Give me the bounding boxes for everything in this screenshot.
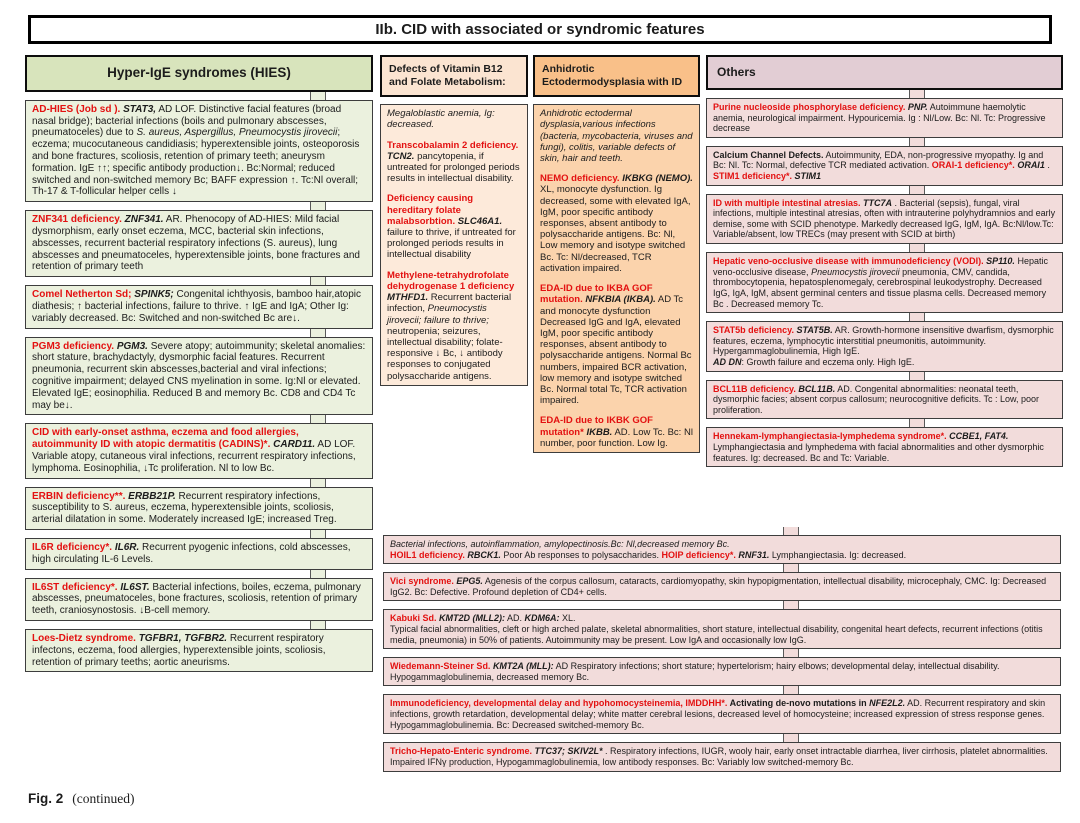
- column-eda-id: [533, 55, 700, 453]
- hoil1-hoip-deficiency: Bacterial infections, autoinflammation, amylopectinosis.Bc: Nl,decreased memory Bc. HOIL1 deficiency. RBCK1. Poor Ab responses to polysaccharides. HOIP deficiency*. RNF31. Lymphangiectasia. Ig: decreased.: [383, 535, 1061, 564]
- eda-header: [533, 55, 700, 97]
- vitamin-header-label: Defects of Vitamin B12 and Folate Metabolism:: [389, 63, 506, 89]
- stat5b-deficiency: STAT5b deficiency. STAT5B. AR. Growth-hormone insensitive dwarfism, dysmorphic features, eczema, lymphocytic interstitial pneumonitis, autoimmunity. Hypergammaglobulinemia, High IgE. AD DN: Growth failure and eczema only. High IgE.: [706, 321, 1063, 371]
- figure-caption: [28, 791, 135, 807]
- connector-tab: [783, 649, 799, 657]
- connector-tab: [310, 570, 326, 578]
- connector-tab: [310, 415, 326, 423]
- connector-tab: [310, 202, 326, 210]
- wide-boxes-region: [383, 527, 1061, 772]
- connector-tab: [310, 479, 326, 487]
- wiedemann-steiner-sd: Wiedemann-Steiner Sd. KMT2A (MLL): AD Respiratory infections; short stature; hypertelorism; hairy elbows; developmental delay, intellectual disability. Hypogammaglobulinemia, decreased memory Bc.: [383, 657, 1061, 686]
- figure-caption-label: Fig. 2: [28, 791, 64, 806]
- loes-dietz-syndrome: Loes-Dietz syndrome. TGFBR1, TGFBR2. Recurrent respiratory infectons, eczema, food allergies, hyperextensible joints, scoliosis, retention of primary teeths; aortic aneurisms.: [25, 629, 373, 672]
- connector-tab: [909, 90, 925, 98]
- kabuki-sd: Kabuki Sd. KMT2D (MLL2): AD. KDM6A: XL. Typical facial abnormalities, cleft or high arched palate, skeletal abnormalities, short stature, intellectual disability, congenital heart defects, recurrent infections (otitis media, pneumonia) in 50% of patients. Autoimmunity may be present. Low IgA and occasionally low IgG.: [383, 609, 1061, 649]
- bcl11b-deficiency: BCL11B deficiency. BCL11B. AD. Congenital abnormalities: neonatal teeth, dysmorphic facies; absent corpus callosum; neurocognitive deficits. Tc : Low, poor proliferation.: [706, 380, 1063, 420]
- vitamin-content: [380, 97, 528, 385]
- others-header: [706, 55, 1063, 90]
- connector-tab: [783, 686, 799, 694]
- il6st-deficiency: IL6ST deficiency*. IL6ST. Bacterial infections, boiles, eczema, pulmonary abscesses, pneumatoceles, bone fractures, scoliosis, retention of primary teeth, craniosynostosis. ↓B-cell memory.: [25, 578, 373, 621]
- eda-id-content: Anhidrotic ectodermal dysplasia,various infections (bacteria, mycobacteria, viruses and fungi), colitis, variable defects of skin, hair and teeth. NEMO deficiency. IKBKG (NEMO). XL, monocyte dysfunction. Ig decreased, some with elevated IgA, IgM, poor specific antibody responses, absent antibody to polysaccharide antigens. Bc: Nl, Low memory and isotype switched Bc. Tc: Nl/decreased, TCR activation impaired. EDA-ID due to IKBA GOF mutation. NFKBIA (IKBA). AD Tc and monocyte dysfunction Decreased IgG and IgA, elevated IgM, poor specific antibody responses, absent antibody to polysaccharide antigens. Normal Bc numbers, impaired BCR activation, low memory and isotype switched Bc. Normal total Tc, TCR activation impaired. EDA-ID due to IKBK GOF mutation* IKBB. AD. Low Tc. Bc: Nl number, poor function. Low Ig.: [533, 104, 700, 453]
- imddhh: Immunodeficiency, developmental delay and hypohomocysteinemia, IMDDHH*. Activating de-novo mutations in NFE2L2. AD. Recurrent respiratory and skin infections, growth retardation, developmental delay; white matter cerebral lesions, decreased level of homocysteine; increased expression of stress response genes. Hypogammaglobulinemia. Bc: Decreased switched-memory Bc.: [383, 694, 1061, 734]
- hies-header: [25, 55, 373, 92]
- erbin-deficiency: ERBIN deficiency**. ERBB21P. Recurrent respiratory infections, susceptibility to S. aureus, eczema, hyperextensible joints, scoliosis, arterial dilatation in some. Moderately increased IgE; increased Treg.: [25, 487, 373, 530]
- hies-boxes: [25, 92, 373, 672]
- column-vitamin-b12-folate: [380, 55, 528, 386]
- connector-tab: [310, 530, 326, 538]
- vici-syndrome: Vici syndrome. EPG5. Agenesis of the corpus callosum, cataracts, cardiomyopathy, skin hypopigmentation, intellectual disability, microcephaly, CMC. Ig: Decreased IgG2. Bc: Defective. Profound depletion of CD4+ cells.: [383, 572, 1061, 601]
- cadins-card11: CID with early-onset asthma, eczema and food allergies, autoimmunity ID with atopic dermatitis (CADINS)*. CARD11. AD LOF. Variable atopy, cutaneous viral infections, recurrent respiratory infections, lymphoma. Eosinophilia, ↓Tc proliferation. Nl to low Bc.: [25, 423, 373, 478]
- tricho-hepato-enteric-syndrome: Tricho-Hepato-Enteric syndrome. TTC37; SKIV2L* . Respiratory infections, IUGR, wooly hair, early onset intractable diarrhea, liver cirrhosis, platelet abnormalities. Impaired IFNγ production, Hypogammaglobulinemia, low antibody responses. Bc: Variably low switched-memory Bc.: [383, 742, 1061, 771]
- connector-tab: [909, 372, 925, 380]
- hennekam-syndrome: Hennekam-lymphangiectasia-lymphedema syndrome*. CCBE1, FAT4. Lymphangiectasia and lymphedema with facial abnormalities and other dysmorphic features. Ig: decreased. Bc and Tc: Variable.: [706, 427, 1063, 467]
- figure-title: IIb. CID with associated or syndromic features: [375, 21, 705, 38]
- eda-header-label: Anhidrotic Ectodermodysplasia with ID: [542, 63, 683, 89]
- figure-caption-text: (continued): [72, 791, 135, 806]
- pgm3-deficiency: PGM3 deficiency. PGM3. Severe atopy; autoimmunity; skeletal anomalies: short stature, brachydactyly, dysmorphic facial features. Recurrent pneumonia, recurrent skin abscesses,bacterial and viral infections; cognitive impairment; delayed CNS myelination in some. Ig:Nl or elevated. Elevated IgE; eosinophilia. Reduced B and memory Bc. CD8 and CD4 Tc may be↓.: [25, 337, 373, 416]
- others-header-label: Others: [717, 65, 756, 79]
- eda-content: [533, 97, 700, 453]
- znf341-deficiency: ZNF341 deficiency. ZNF341. AR. Phenocopy of AD-HIES: Mild facial dysmorphism, early onset eczema, MCC, bacterial skin infections, abscesses, recurrent bacterial respiratory infections (S. aureus), lung abscesses and pneumatoceles, hyperextensible joints, bone fractures and retention of primary teeth: [25, 210, 373, 277]
- connector-tab: [909, 244, 925, 252]
- connector-tab: [310, 621, 326, 629]
- connector-tab: [909, 138, 925, 146]
- ad-hies: AD-HIES (Job sd ). STAT3, AD LOF. Distinctive facial features (broad nasal bridge); bacterial infections (boils and pulmonary abscesses, pneumatoceles) due to S. aureus, Aspergillus, Pneumocystis jirovecii; eczema; mucocutaneous candidiasis; hyperextensible joints, osteoporosis and bone fractures, scoliosis, retention of primary teeth; aneurysm formation. IgE ↑↑; specific antibody production↓. Bc:Normal; reduced switched and non-switched memory Bc; BAFF expression ↑. Tc:Nl overall; Th-17 & T-follicular helper cells ↓: [25, 100, 373, 202]
- calcium-channel-defects: Calcium Channel Defects. Autoimmunity, EDA, non-progressive myopathy. Ig and Bc: Nl. Tc: Normal, defective TCR mediated activation. ORAI-1 deficiency*. ORAI1 . STIM1 deficiency*. STIM1: [706, 146, 1063, 186]
- connector-tab: [310, 92, 326, 100]
- connector-tab: [783, 527, 799, 535]
- pnp-deficiency: Purine nucleoside phosphorylase deficiency. PNP. Autoimmune haemolytic anemia, neurological impairment. Hypouricemia. Ig : Nl/Low. Bc: Nl. Tc: Progressive decrease: [706, 98, 1063, 138]
- hies-header-label: Hyper-IgE syndromes (HIES): [107, 65, 291, 80]
- vitamin-b12-folate-content: Megaloblastic anemia, Ig: decreased. Transcobalamin 2 deficiency. TCN2. pancytopenia, if untreated for prolonged periods results in intellectual disability. Deficiency causing hereditary folate malabsorbtion. SLC46A1. failure to thrive, if untreated for prolonged periods results in intellectual disability Methylene-tetrahydrofolate dehydrogenase 1 deficiency MTHFD1. Recurrent bacterial infection, Pneumocystis jirovecii; failure to thrive; neutropenia; seizures, intellectual disability; folate-responsive ↓ Bc, ↓ antibody responses to conjugated polysaccharide antigens.: [380, 104, 528, 385]
- ttc7a-intestinal-atresias: ID with multiple intestinal atresias. TTC7A . Bacterial (sepsis), fungal, viral infections, multiple intestinal atresias, often with intrauterine polyhydramnios and early demise, some with SCID phenotype. Markedly decreased IgG, IgM, IgA. Bc:Nl/low.Tc: Variable/absent, low TRECs (may present with SCID at birth): [706, 194, 1063, 244]
- others-boxes: [706, 90, 1063, 467]
- connector-tab: [783, 601, 799, 609]
- connector-tab: [310, 277, 326, 285]
- column-others: [706, 55, 1063, 467]
- il6r-deficiency: IL6R deficiency*. IL6R. Recurrent pyogenic infections, cold abscesses, high circulating IL-6 Levels.: [25, 538, 373, 570]
- connector-tab: [310, 329, 326, 337]
- column-hies: [25, 55, 373, 672]
- figure-title-banner: [28, 15, 1052, 44]
- connector-tab: [783, 734, 799, 742]
- connector-tab: [909, 313, 925, 321]
- vitamin-header: [380, 55, 528, 97]
- connector-tab: [783, 564, 799, 572]
- comel-netherton-sd: Comel Netherton Sd; SPINK5; Congenital ichthyosis, bamboo hair,atopic diathesis; ↑ bacterial infections, failure to thrive. ↑ IgE and IgA; Other Ig: variably decreased. Bc: Switched and non-switched Bc are↓.: [25, 285, 373, 328]
- connector-tab: [909, 186, 925, 194]
- vodi-sp110: Hepatic veno-occlusive disease with immunodeficiency (VODI). SP110. Hepatic veno-occlusive disease, Pneumocystis jirovecii pneumonia, CMV, candida, thrombocytopenia, hepatosplenomegaly, cerebrospinal leukodystrophy. Decreased IgG, IgA, IgM, absent germinal centers and tissue plasma cells. Decreased memory Bc . Decreased memory Tc.: [706, 252, 1063, 313]
- connector-tab: [909, 419, 925, 427]
